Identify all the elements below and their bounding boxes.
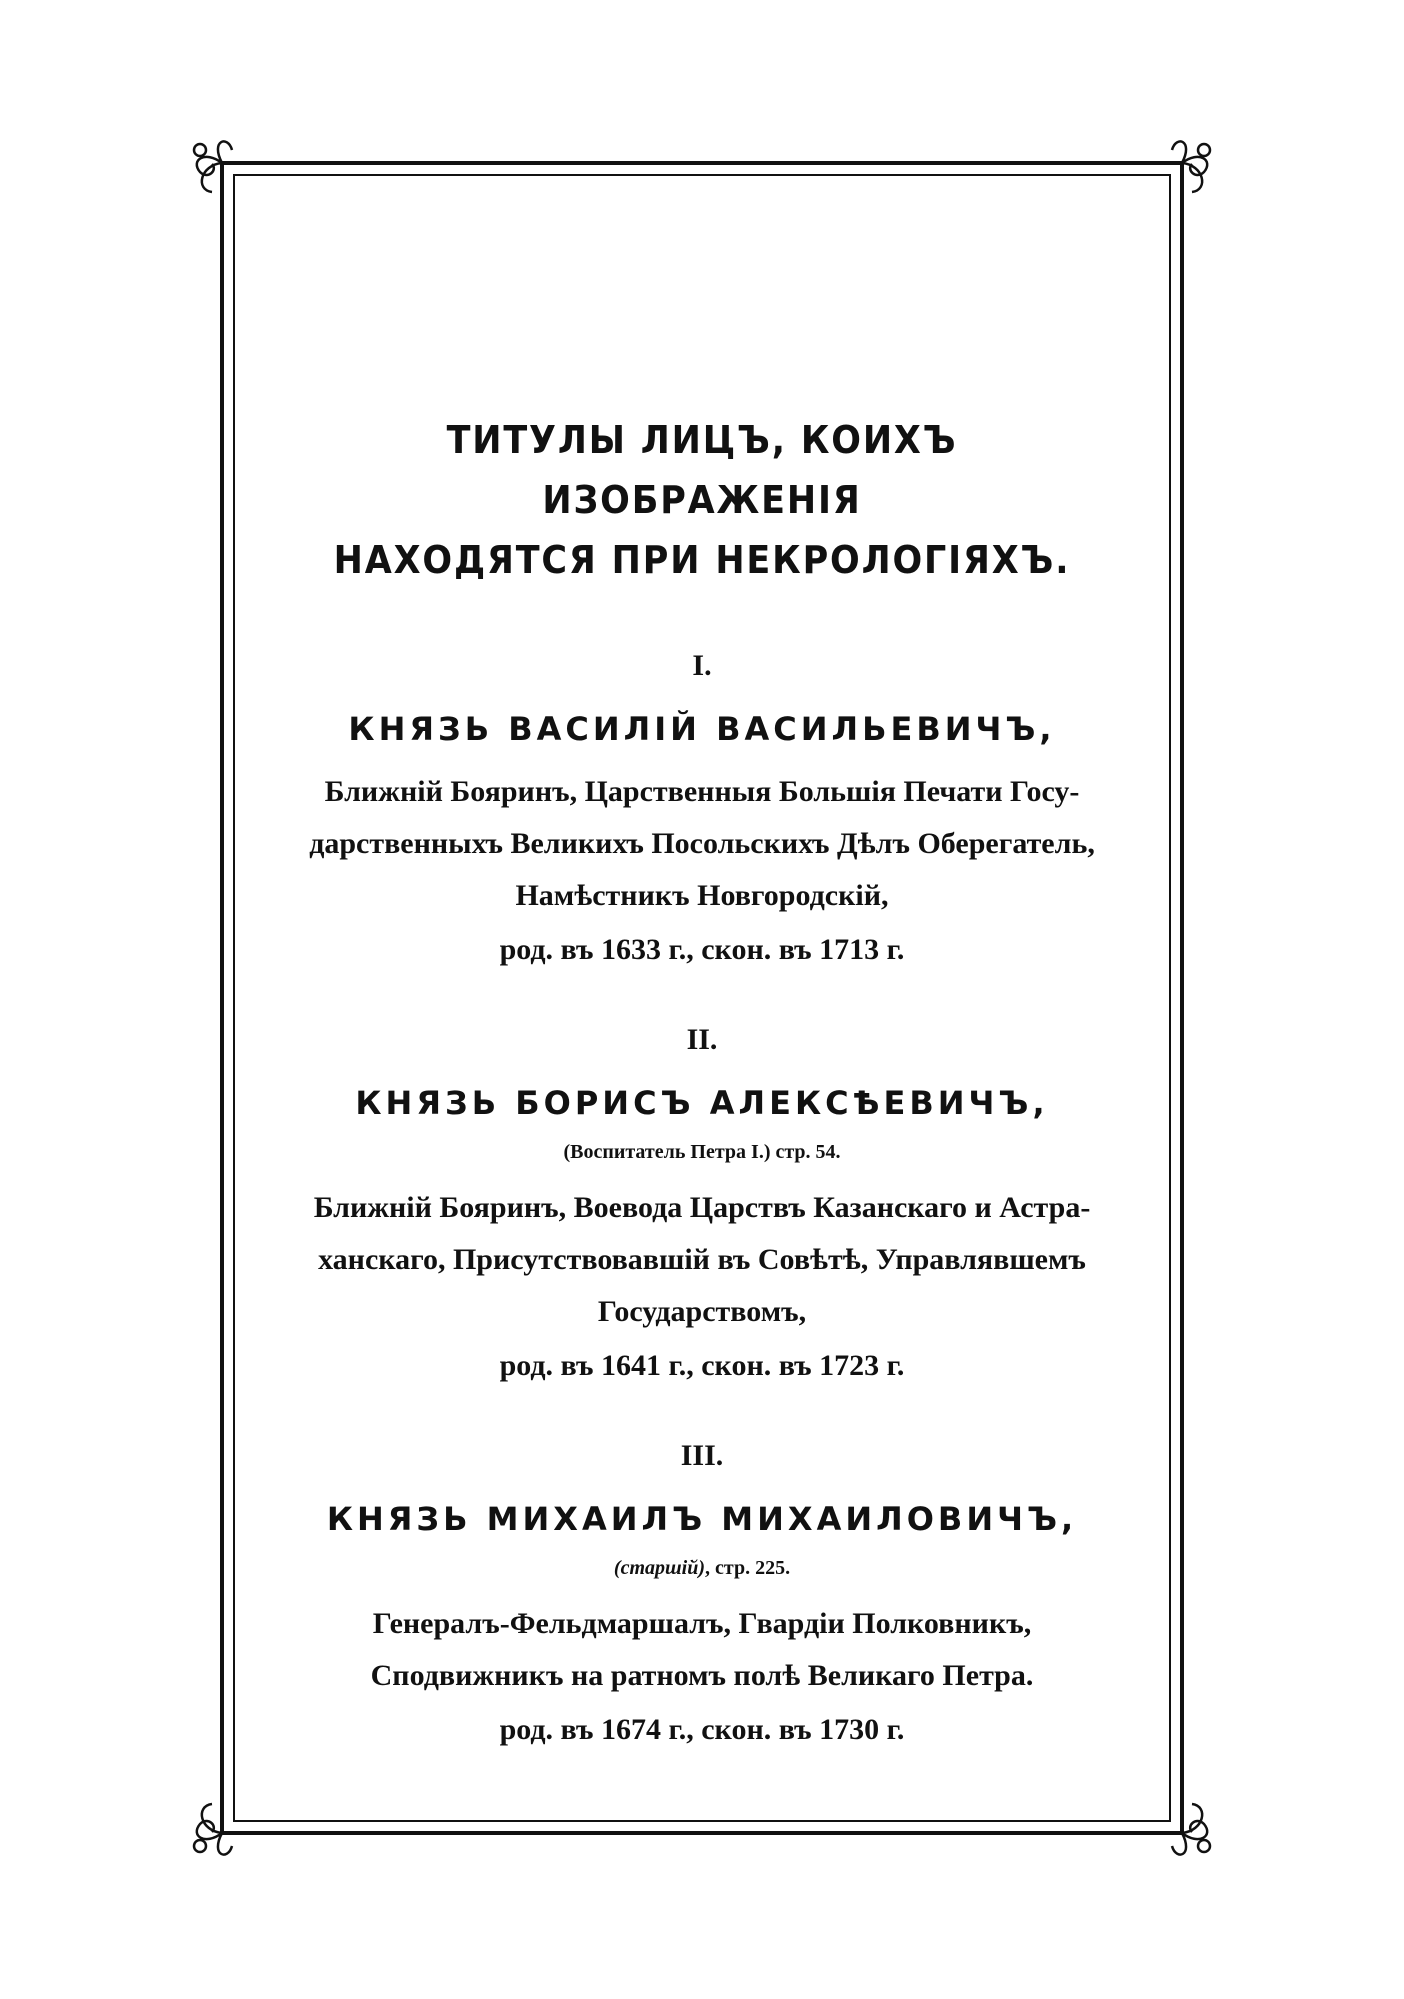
entry-titles xyxy=(290,1182,1114,1338)
titles-line: ханскаго, Присутствовавшій въ Совѣтѣ, Управлявшемъ xyxy=(318,1243,1086,1276)
corner-flourish-top-left xyxy=(194,141,232,192)
entry-numeral: II. xyxy=(686,1023,718,1056)
entry-dates: род. въ 1633 г., скон. въ 1713 г. xyxy=(499,933,905,966)
titles-line: Сподвижникъ на ратномъ полѣ Великаго Петра. xyxy=(370,1659,1034,1692)
titles-line: Ближній Бояринъ, Царственныя Большія Печати Госу- xyxy=(324,775,1080,808)
corner-flourish-bottom-right xyxy=(1172,1804,1210,1855)
titles-line: Генералъ-Фельдмаршалъ, Гвардіи Полковникъ, xyxy=(372,1607,1032,1640)
entry-name: КНЯЗЬ ВАСИЛІЙ ВАСИЛЬЕВИЧЪ, xyxy=(348,710,1056,748)
entry-dates: род. въ 1674 г., скон. въ 1730 г. xyxy=(499,1713,905,1746)
entry-titles xyxy=(290,766,1114,922)
entry-note-page: , стр. 225. xyxy=(705,1557,791,1579)
titles-line: дарственныхъ Великихъ Посольскихъ Дѣлъ Оберегатель, xyxy=(309,827,1095,860)
title-line-1: ТИТУЛЫ ЛИЦЪ, КОИХЪ ИЗОБРАЖЕНІЯ xyxy=(446,418,958,522)
entry-note: (Воспитатель Петра I.) стр. 54. xyxy=(563,1141,841,1163)
entry-3 xyxy=(290,1436,1114,1756)
entry-note xyxy=(290,1554,1114,1582)
entry-numeral: III. xyxy=(680,1439,724,1472)
entry-note-italic: (старшій) xyxy=(613,1557,705,1579)
entry-name: КНЯЗЬ БОРИСЪ АЛЕКСѢЕВИЧЪ, xyxy=(355,1084,1049,1122)
entry-2 xyxy=(290,1020,1114,1392)
page-content xyxy=(290,410,1114,1756)
entry-dates: род. въ 1641 г., скон. въ 1723 г. xyxy=(499,1349,905,1382)
page-title xyxy=(323,410,1081,590)
corner-flourish-bottom-left xyxy=(194,1804,232,1855)
title-line-2: НАХОДЯТСЯ ПРИ НЕКРОЛОГІЯХЪ. xyxy=(333,538,1071,582)
entry-name: КНЯЗЬ МИХАИЛЪ МИХАИЛОВИЧЪ, xyxy=(326,1500,1078,1538)
titles-line: Государствомъ, xyxy=(597,1295,807,1328)
corner-flourish-top-right xyxy=(1172,141,1210,192)
titles-line: Намѣстникъ Новгородскій, xyxy=(515,879,889,912)
entry-numeral: I. xyxy=(692,649,712,682)
entry-1 xyxy=(290,646,1114,976)
entry-titles xyxy=(290,1598,1114,1702)
titles-line: Ближній Бояринъ, Воевода Царствъ Казанскаго и Астра- xyxy=(313,1191,1091,1224)
